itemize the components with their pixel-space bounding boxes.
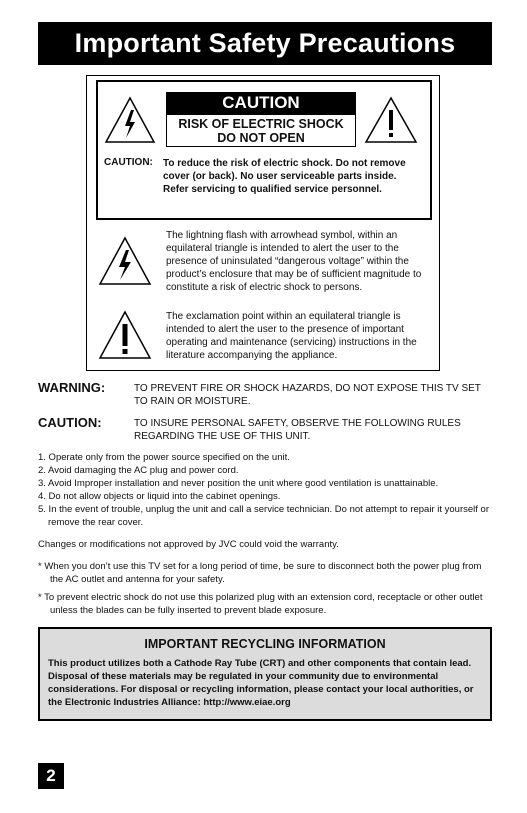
page-title: Important Safety Precautions (38, 22, 492, 65)
warranty-note: Changes or modifications not approved by JVC could void the warranty. (38, 539, 339, 550)
caution-heading: CAUTION (166, 92, 356, 114)
list-item: 4. Do not allow objects or liquid into the cabinet openings. (38, 491, 281, 502)
shock-line-2: DO NOT OPEN (217, 131, 305, 145)
lightning-symbol-description: The lightning flash with arrowhead symbol, within an equilateral triangle is intended to alert the user to the presence of uninsulated “dangerous voltage” within the product’s enclosure that may be of sufficient magnitude to constitute a risk of electric shock to persons. (166, 230, 422, 293)
page-number: 2 (38, 763, 64, 789)
list-item: 2. Avoid damaging the AC plug and power cord. (38, 465, 239, 476)
bullet-note: * When you don’t use this TV set for a long period of time, be sure to disconnect both the power plug from the AC outlet and antenna for your safety. (38, 561, 482, 585)
exclamation-symbol-icon (98, 310, 152, 360)
warning-label: WARNING: (38, 380, 106, 395)
lightning-symbol-icon (98, 236, 152, 286)
electric-shock-warning (166, 114, 356, 147)
caution-label: CAUTION: (38, 415, 102, 430)
safety-rules-list (38, 451, 498, 529)
recycling-text: This product utilizes both a Cathode Ray Tube (CRT) and other components that contain lead. Disposal of these materials may be regulated in your community due to environmental considerations. For disposal or recycling information, please contact your local authorities, or the Electronic Industries Alliance: http://www.eiae.org (48, 658, 474, 708)
list-item: 3. Avoid Improper installation and never position the unit where good ventilation is unattainable. (38, 478, 439, 489)
caution-box-text: To reduce the risk of electric shock. Do not remove cover (or back). No user serviceable parts inside. Refer servicing to qualified service personnel. (163, 158, 406, 195)
lightning-warning-icon (104, 96, 156, 144)
caution-box-label: CAUTION: (104, 157, 153, 168)
exclamation-symbol-description: The exclamation point within an equilateral triangle is intended to alert the user to the presence of important operating and maintenance (servicing) instructions in the literature accompanying the appliance. (166, 311, 417, 361)
list-item: 1. Operate only from the power source specified on the unit. (38, 452, 290, 463)
recycling-title: IMPORTANT RECYCLING INFORMATION (144, 637, 386, 651)
shock-line-1: RISK OF ELECTRIC SHOCK (178, 117, 344, 131)
warning-text: TO PREVENT FIRE OR SHOCK HAZARDS, DO NOT EXPOSE THIS TV SET TO RAIN OR MOISTURE. (134, 383, 481, 407)
bullet-note: * To prevent electric shock do not use this polarized plug with an extension cord, receptacle or other outlet unless the blades can be fully inserted to prevent blade exposure. (38, 592, 483, 616)
caution-text: TO INSURE PERSONAL SAFETY, OBSERVE THE FOLLOWING RULES REGARDING THE USE OF THIS UNIT. (134, 418, 461, 442)
list-item: 5. In the event of trouble, unplug the unit and call a service technician. Do not attempt to repair it yourself or remove the rear cover. (38, 504, 489, 528)
exclamation-warning-icon (364, 96, 418, 144)
